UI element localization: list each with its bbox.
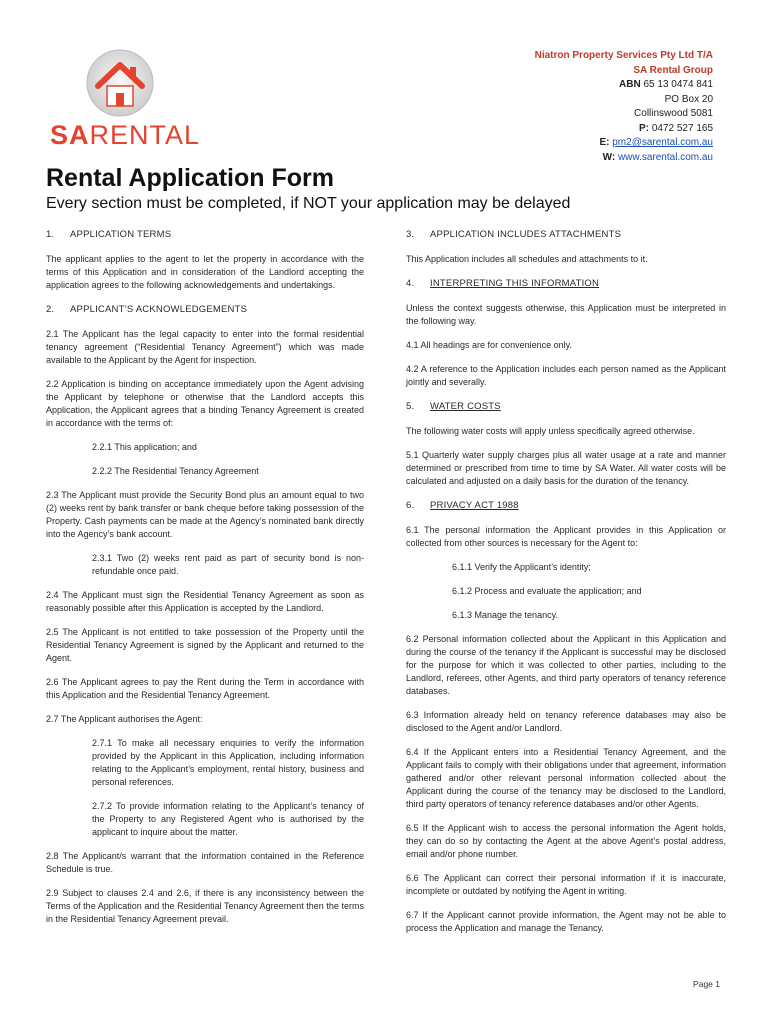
clause-6-7: 6.7 If the Applicant cannot provide information, the Agent may not be able to process the Application and manage the Tenancy. <box>406 910 726 933</box>
clause-6-1-1: 6.1.1 Verify the Applicant’s identity; <box>452 562 591 572</box>
clause-2-4: 2.4 The Applicant must sign the Residential Tenancy Agreement as soon as reasonably possible after this Application is accepted by the Landlord. <box>46 590 364 613</box>
right-column <box>406 228 726 946</box>
clause-2-7-2: 2.7.2 To provide information relating to the Applicant’s tenancy of the Property to any Registered Agent who is authorised by the applicant to inquire about the matter. <box>92 801 364 837</box>
section-heading-5: 5. WATER COSTS <box>406 401 501 412</box>
abn-line: ABN 65 13 0474 841 <box>619 79 713 90</box>
section-heading-1: 1. APPLICATION TERMS <box>46 229 172 240</box>
section-heading-4: 4. INTERPRETING THIS INFORMATION <box>406 278 600 289</box>
clause-4-2: 4.2 A reference to the Application includes each person named as the Applicant jointly and severally. <box>406 364 726 387</box>
clause-4-1: 4.1 All headings are for convenience only. <box>406 340 572 350</box>
company-name: Niatron Property Services Pty Ltd T/A <box>534 50 713 61</box>
left-column <box>46 228 364 937</box>
phone-line: P: 0472 527 165 <box>639 122 713 134</box>
section-heading-2: 2. APPLICANT’S ACKNOWLEDGEMENTS <box>46 304 248 315</box>
web-line: W: www.sarental.com.au <box>602 151 713 163</box>
clause-2-1: 2.1 The Applicant has the legal capacity to enter into the formal residential tenancy agreement (“Residential Tenancy Agreement”) which was made available to the Applicant by the Agent for inspection. <box>46 329 364 365</box>
section-heading-3: 3. APPLICATION INCLUDES ATTACHMENTS <box>406 229 622 240</box>
company-contact-block <box>535 49 713 165</box>
section-heading-6: 6. PRIVACY ACT 1988 <box>406 500 519 511</box>
clause-2-8: 2.8 The Applicant/s warrant that the information contained in the Reference Schedule is true. <box>46 851 364 874</box>
page-subtitle: Every section must be completed, if NOT your application may be delayed <box>46 195 571 212</box>
clause-2-3: 2.3 The Applicant must provide the Security Bond plus an amount equal to two (2) weeks rent by bank transfer or bank cheque before taking possession of the Property. Cash payments can be made at the Agency’s nominated bank directly into the Agency’s bank account. <box>46 490 364 539</box>
clause-6-4: 6.4 If the Applicant enters into a Residential Tenancy Agreement, and the Applicant fails to comply with their obligations under that agreement, information gathered and/or other relevant personal information collected about the Applicant during the course of the tenancy may be disclosed to the Landlord, third party operators of tenancy reference databases and/or other Agents. <box>406 747 726 809</box>
company-group: SA Rental Group <box>633 64 713 76</box>
suburb: Collinswood 5081 <box>634 108 713 119</box>
house-logo-icon <box>80 46 160 120</box>
clause-2-5: 2.5 The Applicant is not entitled to take possession of the Property until the Residential Tenancy Agreement is signed by the Applicant and returned to the Agent. <box>46 627 364 663</box>
clause-6-6: 6.6 The Applicant can correct their personal information if it is inaccurate, incomplete or outdated by notifying the Agent in writing. <box>406 873 726 896</box>
clause-2-7-1: 2.7.1 To make all necessary enquiries to verify the information provided by the Applicant in this Application, including information relating to the Applicant’s employment, rental history, business and personal references. <box>92 738 364 787</box>
clause-1: The applicant applies to the agent to let the property in accordance with the terms of this Application and in consideration of the Landlord accepting the application agrees to the following acknowledgements and undertakings. <box>46 254 364 290</box>
clause-2-6: 2.6 The Applicant agrees to pay the Rent during the Term in accordance with this Application and the Residential Tenancy Agreement. <box>46 677 364 700</box>
clause-6-1-2: 6.1.2 Process and evaluate the application; and <box>452 586 642 596</box>
clause-2-2-1: 2.2.1 This application; and <box>92 442 197 452</box>
clause-5: The following water costs will apply unless specifically agreed otherwise. <box>406 426 695 436</box>
email-link[interactable]: pm2@sarental.com.au <box>612 137 713 148</box>
clause-6-1: 6.1 The personal information the Applicant provides in this Application or collected from other sources is necessary for the Agent to: <box>406 525 726 548</box>
clause-2-2-2: 2.2.2 The Residential Tenancy Agreement <box>92 466 259 476</box>
website-link[interactable]: www.sarental.com.au <box>617 151 713 163</box>
clause-6-2: 6.2 Personal information collected about the Applicant in this Application and during the course of the tenancy if the Applicant is successful may be disclosed for the purpose for which it was collected to other parties, including to the Landlord, referees, other Agents, and third party operators of tenancy reference databases. <box>406 634 726 696</box>
clause-2-9: 2.9 Subject to clauses 2.4 and 2.6, if there is any inconsistency between the Terms of the Application and the Residential Tenancy Agreement then the terms in the Residential Tenancy Agreement prevail. <box>46 888 364 924</box>
clause-4: Unless the context suggests otherwise, this Application must be interpreted in the following way. <box>406 303 726 326</box>
clause-3: This Application includes all schedules and attachments to it. <box>406 254 648 264</box>
clause-2-7: 2.7 The Applicant authorises the Agent: <box>46 714 203 724</box>
clause-6-5: 6.5 If the Applicant wish to access the personal information the Agent holds, they can do so by contacting the Agent at the above Agent’s postal address, email and/or phone number. <box>406 823 726 859</box>
clause-2-2: 2.2 Application is binding on acceptance immediately upon the Agent advising the Applicant by telephone or otherwise that the Landlord accepts this Application, the Applicant agrees that a binding Tenancy Agreement is created in accordance with the terms of: <box>46 379 364 428</box>
page-number: Page 1 <box>693 979 720 989</box>
email-line: E: pm2@sarental.com.au <box>599 137 713 148</box>
page-title: Rental Application Form <box>46 164 334 192</box>
clause-6-1-3: 6.1.3 Manage the tenancy. <box>452 610 558 620</box>
clause-2-3-1: 2.3.1 Two (2) weeks rent paid as part of security bond is non-refundable once paid. <box>92 553 364 576</box>
po-box: PO Box 20 <box>664 93 713 105</box>
logo-wordmark: SARENTAL <box>50 120 201 150</box>
clause-6-3: 6.3 Information already held on tenancy reference databases may also be disclosed to the Agent and/or Landlord. <box>406 710 726 733</box>
sa-rental-logo <box>50 46 201 156</box>
clause-5-1: 5.1 Quarterly water supply charges plus all water usage at a rate and manner determined or prescribed from time to time by SA Water. All water costs will be calculated and adjusted on a daily basis for the duration of the tenancy. <box>406 450 726 486</box>
